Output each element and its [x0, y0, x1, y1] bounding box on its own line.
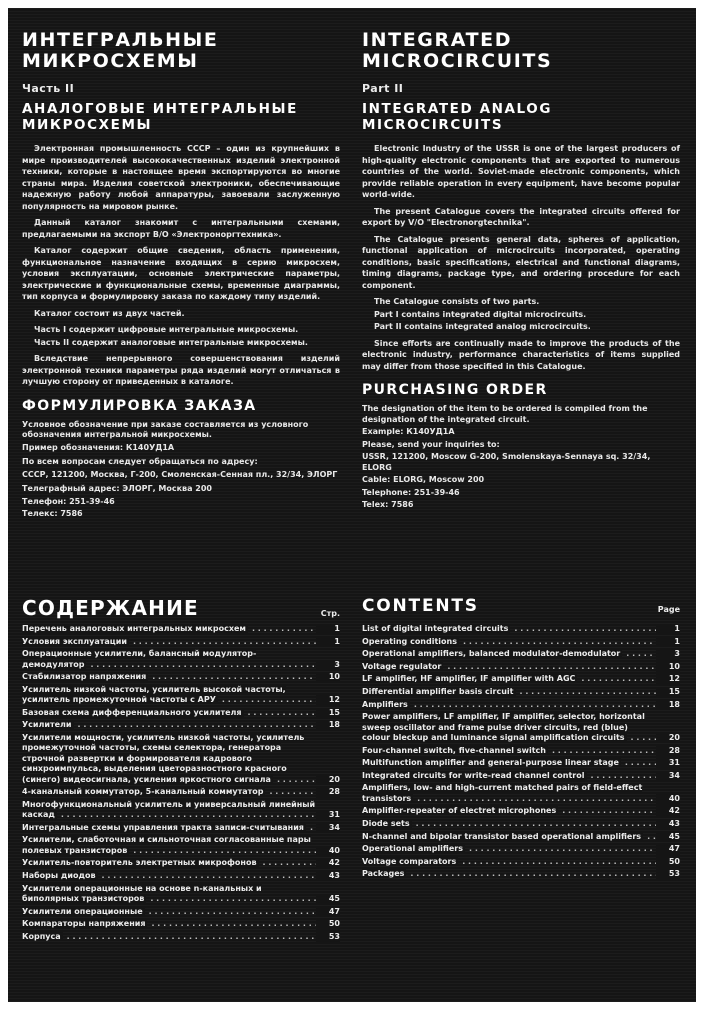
en-toc-page-number: 12: [656, 674, 680, 684]
en-contents-header: [362, 596, 680, 616]
en-paragraph: Part I contains integrated digital microcircuits.: [374, 309, 587, 319]
ru-toc-entry[interactable]: [22, 932, 340, 942]
ru-paragraph: Каталог состоит из двух частей.: [34, 308, 185, 318]
en-order-line: Cable: ELORG, Moscow 200: [362, 475, 485, 484]
ru-toc-page-number: 12: [316, 695, 340, 705]
en-toc-entry-text: Amplifier-repeater of electret microphones: [362, 806, 557, 816]
en-order-line: Please, send your inquiries to:: [362, 439, 500, 449]
en-title: INTEGRATED MICROCIRCUITS: [362, 29, 553, 72]
ru-toc-entry[interactable]: [22, 720, 340, 730]
en-toc-entry[interactable]: [362, 844, 680, 854]
en-toc-entry-text: Amplifiers, low- and high-current matched pairs of field-effect transistors: [362, 783, 643, 803]
ru-toc-entry-text: Операционные усилители, балансный модулятор-демодулятор: [22, 649, 257, 669]
ru-toc-page-number: 1: [316, 637, 340, 647]
en-paragraph: The Catalogue presents general data, spheres of application, functional application of microcircuits incorporated, operating conditions, basic specifications, electrical and functional diagrams, timing diagrams, package type, and ordering procedure for each component.: [362, 234, 680, 290]
en-paragraph: The present Catalogue covers the integrated circuits offered for export by V/O "Electronorgtechnika".: [362, 206, 680, 227]
ru-toc-entry-text: Корпуса: [22, 931, 61, 941]
en-toc-page-number: 53: [656, 869, 680, 879]
ru-toc-entry[interactable]: [22, 835, 340, 856]
ru-toc-entry[interactable]: [22, 787, 340, 797]
ru-toc-entry[interactable]: [22, 884, 340, 905]
ru-toc-page-number: 47: [316, 907, 340, 917]
ru-order-line: СССР, 121200, Москва, Г-200, Смоленская-Сенная пл., 32/34, ЭЛОРГ: [22, 469, 338, 479]
ru-toc-entry-text: Усилители операционные: [22, 906, 143, 916]
ru-order-line: Пример обозначения: К140УД1А: [22, 442, 175, 452]
ru-toc-page-number: 28: [316, 787, 340, 797]
ru-paragraph: Каталог содержит общие сведения, область применения, функциональное назначение входящих в серию микросхем, условия эксплуатации, основные электрические параметры, электрические и функциональные схемы, временные диаграммы, тип корпуса и формулировку заказа по каждому типу изделий.: [22, 246, 340, 301]
en-order-line: Example: К140УД1А: [362, 427, 455, 436]
ru-order-line: По всем вопросам следует обращаться по адресу:: [22, 457, 258, 466]
ru-toc-page-number: 42: [316, 858, 340, 868]
ru-toc-entry-text: Усилители, слаботочная и сильноточная согласованные пары полевых транзисторов: [22, 835, 311, 855]
en-toc-page-number: 15: [656, 687, 680, 697]
english-column: [362, 30, 680, 513]
ru-toc-entry[interactable]: [22, 871, 340, 881]
en-toc-entry-text: Packages: [362, 869, 405, 879]
en-toc-page-number: 34: [656, 771, 680, 781]
en-toc-entry[interactable]: [362, 758, 680, 768]
en-toc-entry[interactable]: [362, 712, 680, 743]
en-order-line: Telephone: 251-39-46: [362, 487, 460, 497]
en-paragraph: Part II contains integrated analog microcircuits.: [374, 322, 591, 331]
ru-toc-entry-text: Компараторы напряжения: [22, 919, 146, 929]
ru-paragraph: Часть I содержит цифровые интегральные микросхемы.: [34, 325, 299, 334]
en-toc-page-number: 10: [656, 662, 680, 672]
en-toc-entry[interactable]: [362, 819, 680, 829]
ru-toc-page-number: 40: [316, 846, 340, 856]
ru-contents-title: СОДЕРЖАНИЕ: [22, 596, 199, 620]
ru-toc-entry[interactable]: [22, 858, 340, 868]
en-toc-entry[interactable]: [362, 674, 680, 684]
en-toc-entry[interactable]: [362, 806, 680, 816]
en-toc-entry-text: Four-channel switch, five-channel switch: [362, 745, 546, 755]
en-subtitle: INTEGRATED ANALOG MICROCIRCUITS: [362, 101, 553, 133]
en-toc-page-number: 1: [656, 624, 680, 634]
en-toc-entry[interactable]: [362, 746, 680, 756]
ru-toc-page-number: 43: [316, 871, 340, 881]
ru-toc-page-number: 15: [316, 708, 340, 718]
en-toc-entry-text: Operational amplifiers: [362, 844, 463, 854]
en-toc-entry-text: Operating conditions: [362, 636, 457, 646]
ru-contents-list: [22, 624, 340, 944]
ru-order-line: Условное обозначение при заказе составляется из условного обозначения интегральной микросхемы.: [22, 419, 309, 439]
catalogue-page: [8, 8, 696, 1002]
ru-paragraph: Электронная промышленность СССР – один из крупнейших в мире производителей высококачественных изделий электронной техники, которые в настоящее время экспортируются во многие страны мира. Изделия советской электроники, обеспечивающие надежную работу любой аппаратуры, завоевали заслуженную популярность на мировом рынке.: [22, 144, 340, 211]
en-toc-page-number: 20: [656, 733, 680, 743]
en-toc-page-number: 40: [656, 794, 680, 804]
en-toc-page-number: 42: [656, 806, 680, 816]
ru-toc-entry-text: Многофункциональный усилитель и универсальный линейный каскад: [22, 799, 316, 820]
ru-toc-page-number: 53: [316, 932, 340, 942]
ru-toc-entry[interactable]: [22, 649, 340, 670]
en-toc-entry[interactable]: [362, 624, 680, 634]
ru-toc-entry-text: Усилители мощности, усилитель низкой частоты, усилитель промежуточной частоты, схемы селектора, генератора строчной развертки и формирователя кадрового синхроимпульса, выделения цветоразностного красного (синего) видеосигнала, усиления яркостного сигнала: [22, 732, 305, 784]
en-toc-page-number: 45: [656, 832, 680, 842]
en-toc-entry[interactable]: [362, 700, 680, 710]
en-toc-page-number: 1: [656, 637, 680, 647]
en-toc-entry-text: Operational amplifiers, balanced modulator-demodulator: [362, 649, 621, 659]
ru-paragraph: Данный каталог знакомит с интегральными схемами, предлагаемыми на экспорт В/О «Электроноргтехника».: [22, 218, 340, 239]
en-page-label: Page: [657, 605, 680, 614]
en-part-label: Part II: [362, 82, 404, 95]
en-toc-entry-text: List of digital integrated circuits: [362, 624, 509, 633]
en-toc-entry-text: Multifunction amplifier and general-purpose linear stage: [362, 758, 619, 768]
ru-toc-entry-text: Усилитель низкой частоты, усилитель высокой частоты, усилитель промежуточной частоты с АРУ: [22, 684, 286, 705]
en-toc-entry-text: Differential amplifier basis circuit: [362, 686, 514, 696]
russian-column: [22, 30, 340, 522]
en-toc-entry-text: Voltage comparators: [362, 856, 457, 866]
ru-order-line: Телефон: 251-39-46: [22, 496, 115, 506]
ru-toc-page-number: 3: [316, 660, 340, 670]
en-toc-entry[interactable]: [362, 771, 680, 781]
ru-toc-entry[interactable]: [22, 800, 340, 821]
en-order-title: PURCHASING ORDER: [362, 382, 548, 398]
en-paragraph: Electronic Industry of the USSR is one of the largest producers of high-quality electronic components that are exported to numerous countries of the world. Soviet-made electronic components, which provide reliable operation in every equipment, have become popular world-wide.: [362, 144, 680, 199]
en-contents-title: CONTENTS: [362, 596, 479, 616]
ru-toc-page-number: 31: [316, 810, 340, 820]
en-toc-entry[interactable]: [362, 857, 680, 867]
en-toc-entry-text: Amplifiers: [362, 699, 408, 709]
ru-subtitle: АНАЛОГОВЫЕ ИНТЕГРАЛЬНЫЕ МИКРОСХЕМЫ: [22, 101, 298, 133]
ru-toc-page-number: 50: [316, 919, 340, 929]
en-toc-entry-text: Integrated circuits for write-read channel control: [362, 770, 585, 780]
ru-contents-header: [22, 596, 340, 620]
ru-part-label: Часть II: [22, 82, 75, 95]
ru-toc-page-number: 34: [316, 823, 340, 833]
en-toc-entry[interactable]: [362, 832, 680, 842]
ru-toc-entry[interactable]: [22, 708, 340, 718]
en-toc-entry-text: Power amplifiers, LF amplifier, IF amplifier, selector, horizontal sweep oscillator and frame pulse driver circuits, red (blue) colour bleckup and luminance signal amplification circuits: [362, 712, 645, 742]
ru-toc-entry-text: Наборы диодов: [22, 870, 96, 880]
ru-toc-page-number: 1: [316, 624, 340, 634]
ru-page-label: Стр.: [320, 609, 340, 618]
ru-toc-entry-text: Усилители: [22, 720, 72, 730]
en-toc-entry[interactable]: [362, 662, 680, 672]
en-toc-page-number: 18: [656, 700, 680, 710]
en-toc-entry[interactable]: [362, 637, 680, 647]
en-toc-entry[interactable]: [362, 783, 680, 804]
en-contents-list: [362, 624, 680, 882]
ru-toc-page-number: 10: [316, 672, 340, 682]
ru-toc-page-number: 45: [316, 894, 340, 904]
ru-toc-entry-text: Перечень аналоговых интегральных микросхем: [22, 624, 246, 633]
ru-toc-entry-text: Интегральные схемы управления тракта записи-считывания: [22, 822, 304, 832]
en-toc-entry-text: LF amplifier, HF amplifier, IF amplifier with AGC: [362, 674, 576, 684]
en-toc-entry[interactable]: [362, 687, 680, 697]
en-toc-entry-text: Voltage regulator: [362, 661, 442, 671]
ru-paragraph: Часть II содержит аналоговые интегральные микросхемы.: [34, 337, 308, 347]
en-toc-entry[interactable]: [362, 649, 680, 659]
en-toc-page-number: 31: [656, 758, 680, 768]
ru-order-title: ФОРМУЛИРОВКА ЗАКАЗА: [22, 397, 257, 414]
en-toc-page-number: 50: [656, 857, 680, 867]
en-toc-page-number: 47: [656, 844, 680, 854]
en-toc-page-number: 28: [656, 746, 680, 756]
ru-paragraph: Вследствие непрерывного совершенствования изделий электронной техники параметры ряда изделий могут отличаться в лучшую сторону от приведенных в каталоге.: [22, 354, 340, 386]
ru-toc-entry[interactable]: [22, 907, 340, 917]
ru-order-line: Телекс: 7586: [22, 509, 83, 518]
ru-title: ИНТЕГРАЛЬНЫЕ МИКРОСХЕМЫ: [22, 29, 219, 72]
ru-toc-entry[interactable]: [22, 637, 340, 647]
en-paragraph: The Catalogue consists of two parts.: [374, 297, 540, 306]
en-toc-entry-text: N-channel and bipolar transistor based operational amplifiers: [362, 831, 642, 841]
ru-toc-page-number: 18: [316, 720, 340, 730]
ru-toc-entry[interactable]: [22, 685, 340, 706]
ru-toc-entry-text: Усилители операционные на основе n-канальных и биполярных транзисторов: [22, 883, 262, 903]
en-toc-entry-text: Diode sets: [362, 818, 410, 828]
ru-toc-entry-text: Условия эксплуатации: [22, 636, 127, 646]
ru-toc-entry-text: Усилитель-повторитель электретных микрофонов: [22, 858, 257, 868]
ru-toc-entry[interactable]: [22, 624, 340, 634]
en-order-line: Telex: 7586: [362, 500, 414, 509]
en-toc-entry[interactable]: [362, 869, 680, 879]
en-order-line: USSR, 121200, Moscow G-200, Smolenskaya-Sennaya sq. 32/34, ELORG: [362, 452, 651, 472]
ru-order-line: Телеграфный адрес: ЭЛОРГ, Москва 200: [22, 484, 212, 493]
ru-toc-entry[interactable]: [22, 733, 340, 785]
ru-toc-page-number: 20: [316, 775, 340, 785]
ru-toc-entry-text: 4-канальный коммутатор, 5-канальный коммутатор: [22, 787, 264, 797]
en-toc-page-number: 43: [656, 819, 680, 829]
ru-toc-entry-text: Стабилизатор напряжения: [22, 672, 147, 682]
ru-toc-entry[interactable]: [22, 919, 340, 929]
ru-toc-entry[interactable]: [22, 823, 340, 833]
ru-toc-entry[interactable]: [22, 672, 340, 682]
en-order-line: The designation of the item to be ordered is compiled from the designation of the integrated circuit.: [362, 404, 648, 424]
en-toc-page-number: 3: [656, 649, 680, 659]
ru-toc-entry-text: Базовая схема дифференциального усилителя: [22, 707, 242, 717]
en-paragraph: Since efforts are continually made to improve the products of the electronic industry, performance characteristics of items supplied may differ from those specified in this Catalogue.: [362, 338, 680, 371]
